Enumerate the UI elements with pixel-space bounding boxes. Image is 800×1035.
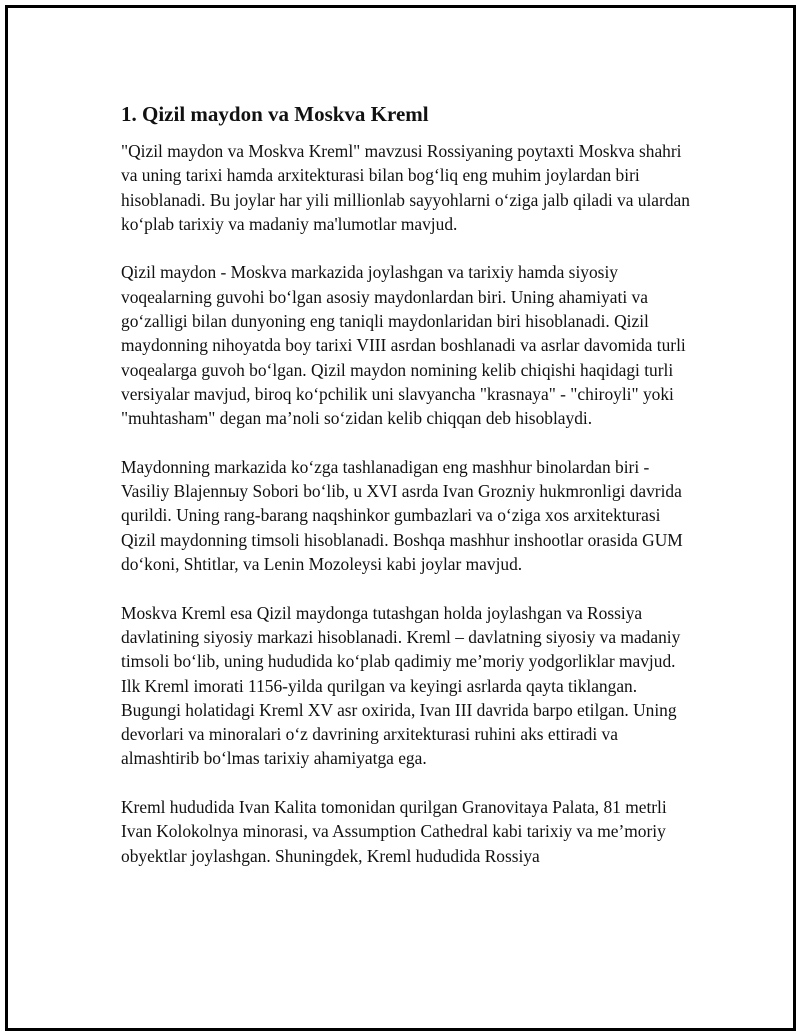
section-heading: 1. Qizil maydon va Moskva Kreml — [121, 102, 429, 126]
paragraph-intro: "Qizil maydon va Moskva Kreml" mavzusi Rossiyaning poytaxti Moskva shahri va uning tarixi hamda arxitekturasi bilan bog‘liq eng muhim joylardan biri hisoblanadi. Bu joylar har yili millionlab sayyohlarni o‘ziga jalb qiladi va ulardan ko‘plab tarixiy va madaniy ma'lumotlar mavjud. — [121, 141, 690, 234]
paragraph-red-square: Qizil maydon - Moskva markazida joylashgan va tarixiy hamda siyosiy voqealarning guvohi bo‘lgan asosiy maydonlardan biri. Uning ahamiyati va go‘zalligi bilan dunyoning eng taniqli maydonlaridan biri hisoblanadi. Qizil maydonning nihoyatda boy tarixi VIII asrdan boshlanadi va asrlar davomida turli voqealarga guvoh bo‘lgan. Qizil maydon nomining kelib chiqishi haqidagi turli versiyalar mavjud, biroq ko‘pchilik uni slavyancha "krasnaya" - "chiroyli" yoki "muhtasham" degan ma’noli so‘zidan kelib chiqqan deb hisoblaydi. — [121, 262, 686, 429]
paragraph-kremlin-sites: Kreml hududida Ivan Kalita tomonidan qurilgan Granovitaya Palata, 81 metrli Ivan Kolokolnya minorasi, va Assumption Cathedral kabi tarixiy va me’moriy obyektlar joylashgan. Shuningdek, Kreml hududida Rossiya — [121, 797, 667, 866]
document-body — [121, 101, 691, 892]
paragraph-cathedral: Maydonning markazida ko‘zga tashlanadigan eng mashhur binolardan biri - Vasiliy Blajennыy Sobori bo‘lib, u XVI asrda Ivan Grozniy hukmronligi davrida qurildi. Uning rang-barang naqshinkor gumbazlari va o‘ziga xos arxitekturasi Qizil maydonning timsoli hisoblanadi. Boshqa mashhur inshootlar orasida GUM do‘koni, Shtitlar, va Lenin Mozoleysi kabi joylar mavjud. — [121, 456, 683, 575]
paragraph-kremlin: Moskva Kreml esa Qizil maydonga tutashgan holda joylashgan va Rossiya davlatining siyosiy markazi hisoblanadi. Kreml – davlatning siyosiy va madaniy timsoli bo‘lib, uning hududida ko‘plab qadimiy me’moriy yodgorliklar mavjud. Ilk Kreml imorati 1156-yilda qurilgan va keyingi asrlarda qayta tiklangan. Bugungi holatidagi Kreml XV asr oxirida, Ivan III davrida barpo etilgan. Uning devorlari va minoralari o‘z davrining arxitekturasi ruhini aks ettiradi va almashtirib bo‘lmas tarixiy ahamiyatga ega. — [121, 602, 681, 769]
page-frame — [5, 5, 796, 1031]
